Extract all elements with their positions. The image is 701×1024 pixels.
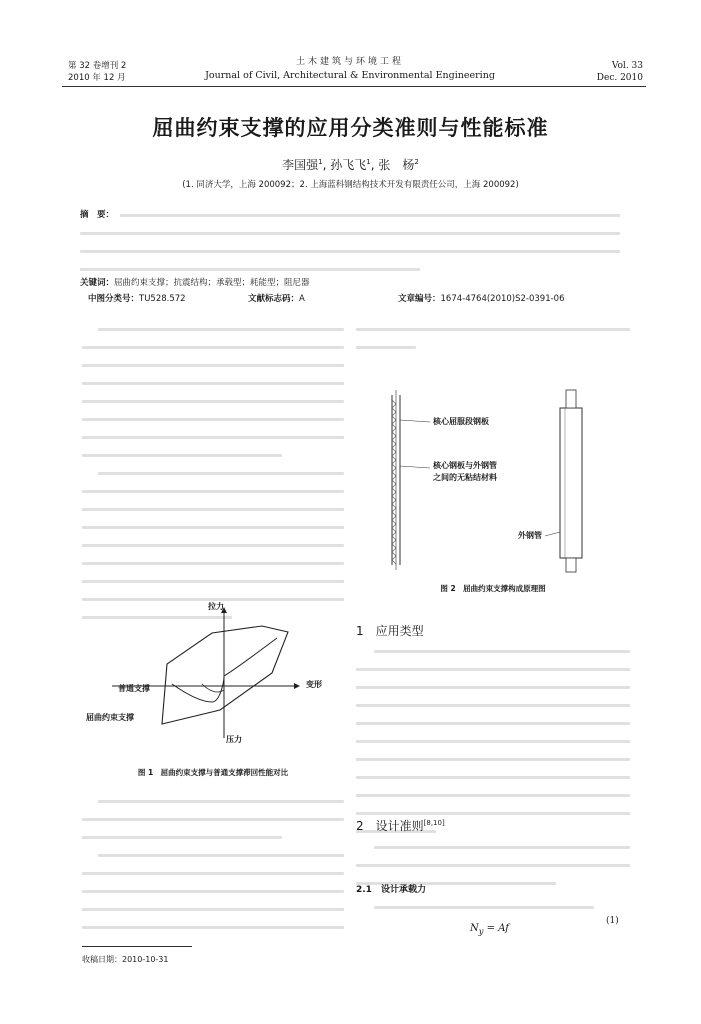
brb-unbonded-layer — [392, 400, 396, 564]
author-1-affil: 1 — [318, 158, 323, 166]
footnote-rule — [82, 946, 192, 947]
author-2-affil: 1 — [366, 158, 371, 166]
doc-code-label: 文献标志码： — [248, 294, 300, 304]
paper-title: 屈曲约束支撑的应用分类准则与性能标准 — [152, 116, 549, 140]
clc-value: TU528.572 — [139, 294, 186, 304]
received-date: 收稿日期：2010-10-31 — [82, 955, 169, 964]
equation-1: $N_y = Af$ — [470, 923, 509, 936]
header-vol-en: Vol. 33 — [611, 61, 643, 71]
section-2-ref: [8,10] — [423, 819, 445, 827]
equation-1-number: (1) — [606, 916, 619, 926]
header-date: 2010 年 12 月 — [68, 73, 126, 83]
journal-name — [170, 56, 530, 82]
fig2-label-core: 核心屈服段钢板 — [433, 417, 489, 426]
fig1-x-label: 变形 — [306, 680, 322, 689]
journal-name-en: Journal of Civil, Architectural & Environmental Engineering — [205, 70, 495, 81]
article-no-label: 文章编号： — [398, 294, 441, 304]
author-2: 孙飞飞 — [330, 158, 367, 172]
section-1-heading: 1 应用类型 — [356, 624, 424, 638]
journal-volume-en — [597, 60, 643, 84]
figure-1-hysteresis — [92, 598, 352, 748]
figure-1-caption: 图 1 屈曲约束支撑与普通支撑滞回性能对比 — [137, 768, 289, 777]
leader-core — [400, 420, 430, 422]
doc-code — [248, 292, 305, 304]
article-number — [398, 292, 565, 304]
section-2-heading — [356, 817, 445, 834]
brb-outer-tube — [560, 390, 582, 572]
journal-name-cn: 土木建筑与环境工程 — [295, 57, 404, 67]
keywords — [80, 276, 620, 288]
author-3: 张 杨 — [378, 158, 415, 172]
keywords-text: 屈曲约束支撑；抗震结构；承载型；耗能型；阻尼器 — [114, 278, 310, 288]
figure-2-caption: 图 2 屈曲约束支撑构成原理图 — [440, 584, 546, 593]
author-3-affil: 2 — [414, 158, 419, 166]
fig2-label-gap-2: 之间的无粘结材料 — [433, 473, 497, 482]
header-date-en: Dec. 2010 — [596, 73, 643, 83]
leader-tube — [545, 532, 560, 536]
fig1-curve-label-2: 屈曲约束支撑 — [86, 713, 134, 722]
leader-gap — [400, 466, 430, 468]
author-list: 李国强$^1$, 孙飞飞$^1$, 张 杨$^2$ — [282, 158, 419, 172]
article-no-value: 1674-4764(2010)S2-0391-06 — [440, 294, 565, 304]
abstract-label: 摘 要： — [80, 210, 115, 220]
fig2-label-gap-1: 核心钢板与外钢管 — [433, 461, 497, 470]
author-1: 李国强 — [282, 158, 319, 172]
fig1-curve-label-1: 普通支撑 — [118, 684, 150, 693]
composition-paragraph — [82, 800, 344, 944]
fig1-y-label: 拉力 — [208, 602, 224, 611]
intro-paragraph — [82, 328, 344, 634]
intro-paragraph-cont — [356, 328, 630, 364]
clc-number — [88, 292, 186, 304]
header-rule — [62, 86, 646, 87]
header-volume: 第 32 卷增刊 2 — [68, 61, 127, 71]
fig1-neg-y-label: 压力 — [226, 735, 242, 744]
fig2-label-tube: 外钢管 — [518, 531, 542, 540]
section-2-title: 2 设计准则 — [356, 819, 424, 833]
clc-label: 中图分类号： — [88, 294, 140, 304]
affiliation: (1. 同济大学，上海 200092；2. 上海蓝科钢结构技术开发有限责任公司，上海 200092) — [182, 180, 519, 190]
doc-code-value: A — [299, 294, 305, 304]
journal-volume-issue — [68, 60, 126, 84]
section-2-1-heading: 2.1 设计承载力 — [356, 885, 426, 895]
keywords-label: 关键词： — [80, 278, 115, 288]
